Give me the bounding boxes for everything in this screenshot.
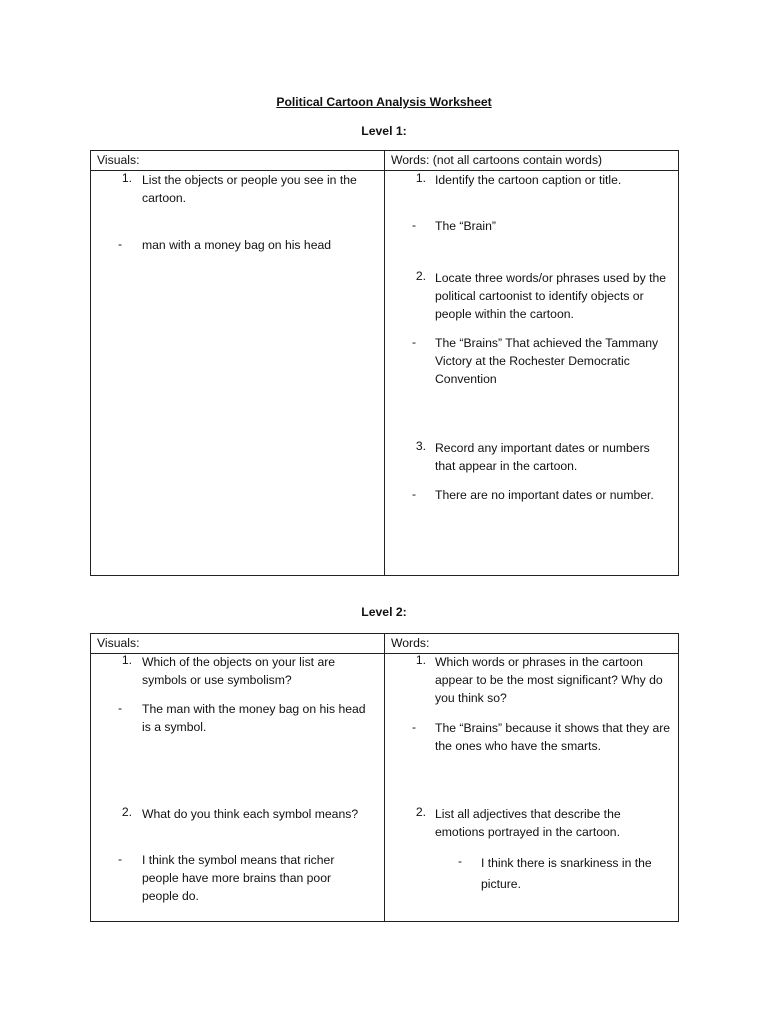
- worksheet-title: Political Cartoon Analysis Worksheet: [276, 95, 492, 109]
- column-divider: [384, 634, 385, 921]
- level-2-heading: Level 2:: [361, 605, 407, 619]
- level-1-heading: Level 1:: [361, 124, 407, 138]
- question-text: What do you think each symbol means?: [142, 807, 359, 821]
- answer-text: man with a money bag on his head: [142, 238, 332, 252]
- words-column-header: Words:: [391, 636, 430, 650]
- question-number: 2.: [415, 805, 426, 819]
- question-number: 1.: [121, 171, 132, 185]
- question-text: List the objects or people you see in the cartoon.: [142, 173, 357, 205]
- question-number: 1.: [415, 171, 426, 185]
- answer-text: I think there is snarkiness in the picture.: [481, 856, 652, 891]
- question-text: List all adjectives that describe the emotions portrayed in the cartoon.: [435, 807, 621, 839]
- words-column-header: Words: (not all cartoons contain words): [391, 153, 603, 167]
- answer-dash: -: [412, 335, 417, 349]
- answer-dash: -: [412, 720, 417, 734]
- column-divider: [384, 151, 385, 575]
- answer-text: I think the symbol means that richer people have more brains than poor people do.: [142, 853, 335, 903]
- answer-text: The “Brains” That achieved the Tammany Victory at the Rochester Democratic Convention: [435, 336, 659, 386]
- answer-dash: -: [118, 852, 123, 866]
- answer-text: The man with the money bag on his head is a symbol.: [142, 702, 366, 734]
- question-text: Which words or phrases in the cartoon appear to be the most significant? Why do you think so?: [435, 655, 663, 705]
- answer-text: There are no important dates or number.: [435, 488, 654, 502]
- question-number: 2.: [121, 805, 132, 819]
- visuals-column-header: Visuals:: [97, 153, 140, 167]
- answer-dash: -: [412, 487, 417, 501]
- level-2-table: [90, 633, 679, 922]
- answer-dash: -: [118, 701, 123, 715]
- question-number: 2.: [415, 269, 426, 283]
- question-number: 1.: [415, 653, 426, 667]
- answer-text: The “Brain”: [435, 219, 496, 233]
- level-1-table: [90, 150, 679, 576]
- question-text: Which of the objects on your list are symbols or use symbolism?: [142, 655, 336, 687]
- answer-dash: -: [118, 237, 123, 251]
- question-number: 1.: [121, 653, 132, 667]
- question-text: Record any important dates or numbers that appear in the cartoon.: [435, 441, 650, 473]
- question-text: Locate three words/or phrases used by the political cartoonist to identify objects or people within the cartoon.: [435, 271, 667, 321]
- answer-text: The “Brains” because it shows that they are the ones who have the smarts.: [435, 721, 671, 753]
- answer-dash: -: [412, 218, 417, 232]
- question-number: 3.: [415, 439, 426, 453]
- question-text: Identify the cartoon caption or title.: [435, 173, 622, 187]
- answer-dash: -: [458, 854, 463, 868]
- visuals-column-header: Visuals:: [97, 636, 140, 650]
